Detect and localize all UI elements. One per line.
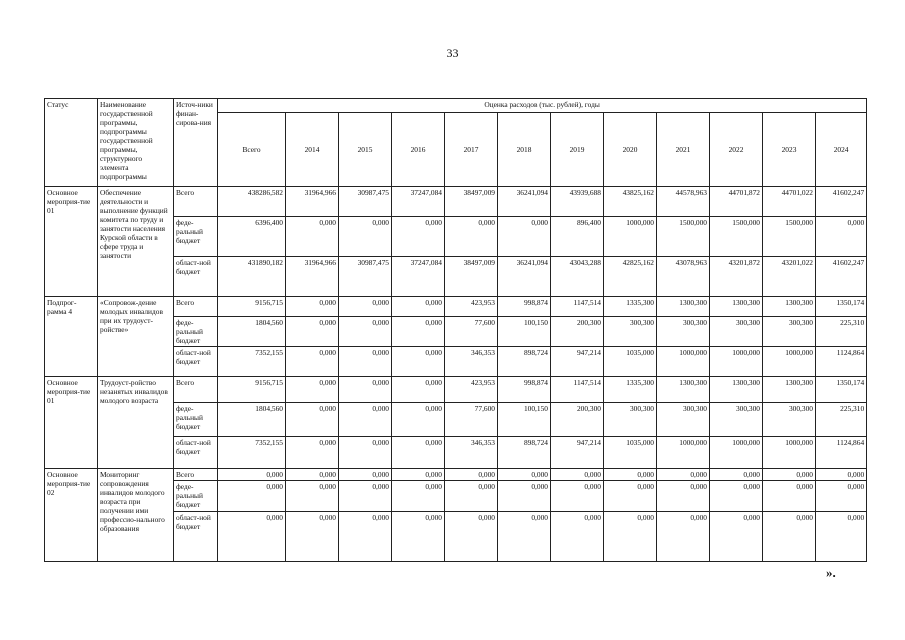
year-value-cell: 0,000 (816, 512, 867, 562)
year-value-cell: 0,000 (763, 512, 816, 562)
year-value-cell: 1500,000 (657, 217, 710, 257)
year-value-cell: 300,300 (604, 403, 657, 437)
year-value-cell: 43939,688 (551, 187, 604, 217)
year-value-cell: 300,300 (710, 403, 763, 437)
year-value-cell: 0,000 (763, 469, 816, 481)
column-header-year: 2022 (710, 113, 763, 187)
year-value-cell: 37247,084 (392, 257, 445, 297)
status-cell: Основное мероприя-тие 01 (45, 187, 98, 297)
year-value-cell: 1500,000 (710, 217, 763, 257)
year-value-cell: 947,214 (551, 437, 604, 469)
year-value-cell: 346,353 (445, 347, 498, 377)
year-value-cell: 0,000 (763, 481, 816, 512)
status-header: Статус (45, 99, 98, 187)
table-row (45, 377, 867, 403)
column-header-year: 2018 (498, 113, 551, 187)
year-value-cell: 300,300 (763, 317, 816, 347)
year-value-cell: 43825,162 (604, 187, 657, 217)
funding-source-cell: феде-ральный бюджет (174, 403, 218, 437)
total-value-cell: 431890,182 (218, 257, 286, 297)
year-value-cell: 0,000 (657, 469, 710, 481)
column-header-year: 2021 (657, 113, 710, 187)
year-value-cell: 1300,300 (657, 297, 710, 317)
year-value-cell: 0,000 (816, 481, 867, 512)
funding-source-cell: Всего (174, 469, 218, 481)
funding-source-cell: феде-ральный бюджет (174, 217, 218, 257)
column-header-year: 2015 (339, 113, 392, 187)
year-value-cell: 0,000 (445, 217, 498, 257)
year-value-cell: 44701,022 (763, 187, 816, 217)
year-value-cell: 0,000 (498, 469, 551, 481)
funding-source-cell: Всего (174, 377, 218, 403)
year-value-cell: 31964,966 (286, 187, 339, 217)
year-value-cell: 37247,084 (392, 187, 445, 217)
year-value-cell: 1000,000 (657, 347, 710, 377)
year-value-cell: 0,000 (339, 469, 392, 481)
year-value-cell: 1147,514 (551, 297, 604, 317)
year-value-cell: 0,000 (445, 512, 498, 562)
year-value-cell: 0,000 (392, 347, 445, 377)
year-value-cell: 44578,963 (657, 187, 710, 217)
year-value-cell: 0,000 (816, 217, 867, 257)
status-cell: Основное мероприя-тие 02 (45, 469, 98, 562)
year-value-cell: 0,000 (392, 377, 445, 403)
year-value-cell: 1500,000 (763, 217, 816, 257)
year-value-cell: 0,000 (339, 437, 392, 469)
year-value-cell: 0,000 (339, 512, 392, 562)
funding-source-cell: област-ной бюджет (174, 512, 218, 562)
item-name-cell: Трудоуст-ройство незанятых инвалидов молодого возраста (98, 377, 174, 469)
funding-source-cell: област-ной бюджет (174, 257, 218, 297)
year-value-cell: 898,724 (498, 347, 551, 377)
year-value-cell: 77,600 (445, 403, 498, 437)
year-value-cell: 0,000 (339, 297, 392, 317)
year-value-cell: 0,000 (710, 481, 763, 512)
year-value-cell: 1300,300 (710, 377, 763, 403)
year-value-cell: 1000,000 (710, 347, 763, 377)
year-value-cell: 0,000 (286, 317, 339, 347)
status-cell: Подпрог-рамма 4 (45, 297, 98, 377)
column-header-year: 2020 (604, 113, 657, 187)
year-value-cell: 1000,000 (710, 437, 763, 469)
closing-quote-mark: ». (826, 565, 836, 580)
year-value-cell: 1350,174 (816, 377, 867, 403)
year-value-cell: 0,000 (339, 317, 392, 347)
year-value-cell: 1035,000 (604, 437, 657, 469)
year-value-cell: 0,000 (657, 512, 710, 562)
year-value-cell: 998,874 (498, 377, 551, 403)
table-row (45, 297, 867, 317)
funding-source-cell: област-ной бюджет (174, 347, 218, 377)
item-name-cell: Мониторинг сопровождения инвалидов молодого возраста при получении ими профессио-нального образования (98, 469, 174, 562)
year-value-cell: 300,300 (657, 317, 710, 347)
year-value-cell: 225,310 (816, 403, 867, 437)
year-value-cell: 31964,966 (286, 257, 339, 297)
year-value-cell: 0,000 (604, 469, 657, 481)
year-value-cell: 38497,009 (445, 257, 498, 297)
year-value-cell: 0,000 (392, 403, 445, 437)
year-value-cell: 1000,000 (763, 347, 816, 377)
year-value-cell: 0,000 (286, 217, 339, 257)
year-value-cell: 1124,864 (816, 437, 867, 469)
year-value-cell: 998,874 (498, 297, 551, 317)
year-value-cell: 0,000 (551, 481, 604, 512)
year-value-cell: 0,000 (604, 512, 657, 562)
total-value-cell: 1804,560 (218, 317, 286, 347)
year-value-cell: 300,300 (657, 403, 710, 437)
year-value-cell: 423,953 (445, 377, 498, 403)
year-value-cell: 1335,300 (604, 297, 657, 317)
total-value-cell: 438286,582 (218, 187, 286, 217)
year-value-cell: 30987,475 (339, 257, 392, 297)
year-value-cell: 100,150 (498, 403, 551, 437)
table-header (45, 99, 867, 187)
estimate-header: Оценка расходов (тыс. рублей), годы (218, 99, 867, 113)
year-value-cell: 947,214 (551, 347, 604, 377)
year-value-cell: 0,000 (392, 512, 445, 562)
column-header-year: 2017 (445, 113, 498, 187)
total-value-cell: 9156,715 (218, 297, 286, 317)
year-value-cell: 300,300 (710, 317, 763, 347)
year-value-cell: 0,000 (339, 377, 392, 403)
page-number: 33 (446, 46, 459, 60)
year-value-cell: 0,000 (551, 469, 604, 481)
year-value-cell: 43201,022 (763, 257, 816, 297)
year-value-cell: 200,300 (551, 317, 604, 347)
year-value-cell: 41602,247 (816, 187, 867, 217)
year-value-cell: 1035,000 (604, 347, 657, 377)
column-header-year: 2023 (763, 113, 816, 187)
year-value-cell: 0,000 (339, 217, 392, 257)
year-value-cell: 36241,094 (498, 187, 551, 217)
year-value-cell: 1300,300 (763, 297, 816, 317)
year-value-cell: 0,000 (710, 469, 763, 481)
total-value-cell: 7352,155 (218, 347, 286, 377)
year-value-cell: 0,000 (498, 217, 551, 257)
year-value-cell: 0,000 (392, 297, 445, 317)
year-value-cell: 43043,288 (551, 257, 604, 297)
year-value-cell: 0,000 (392, 437, 445, 469)
year-value-cell: 225,310 (816, 317, 867, 347)
year-value-cell: 0,000 (551, 512, 604, 562)
year-value-cell: 0,000 (445, 481, 498, 512)
year-value-cell: 42825,162 (604, 257, 657, 297)
year-value-cell: 346,353 (445, 437, 498, 469)
year-value-cell: 36241,094 (498, 257, 551, 297)
funding-source-cell: Всего (174, 297, 218, 317)
year-value-cell: 1300,300 (763, 377, 816, 403)
year-value-cell: 43078,963 (657, 257, 710, 297)
year-value-cell: 1000,000 (763, 437, 816, 469)
column-header-year: 2024 (816, 113, 867, 187)
column-header-total: Всего (218, 113, 286, 187)
year-value-cell: 1147,514 (551, 377, 604, 403)
year-value-cell: 300,300 (604, 317, 657, 347)
year-value-cell: 1124,864 (816, 347, 867, 377)
total-value-cell: 0,000 (218, 512, 286, 562)
total-value-cell: 7352,155 (218, 437, 286, 469)
table-row (45, 469, 867, 481)
year-value-cell: 0,000 (498, 512, 551, 562)
total-value-cell: 0,000 (218, 481, 286, 512)
year-value-cell: 38497,009 (445, 187, 498, 217)
year-value-cell: 0,000 (339, 481, 392, 512)
funding-source-cell: Всего (174, 187, 218, 217)
year-value-cell: 44701,872 (710, 187, 763, 217)
funding-source-cell: област-ной бюджет (174, 437, 218, 469)
item-name-cell: Обеспечение деятельности и выполнение функций комитета по труду и занятости населения Курской области в сфере труда и занятости (98, 187, 174, 297)
total-value-cell: 1804,560 (218, 403, 286, 437)
year-value-cell: 0,000 (339, 403, 392, 437)
year-value-cell: 0,000 (498, 481, 551, 512)
year-value-cell: 1000,000 (604, 217, 657, 257)
year-value-cell: 0,000 (286, 469, 339, 481)
year-value-cell: 1350,174 (816, 297, 867, 317)
year-value-cell: 0,000 (816, 469, 867, 481)
item-name-cell: «Сопровож-дение молодых инвалидов при их трудоуст-ройстве» (98, 297, 174, 377)
column-header-year: 2019 (551, 113, 604, 187)
year-value-cell: 0,000 (604, 481, 657, 512)
funding-source-cell: феде-ральный бюджет (174, 481, 218, 512)
year-value-cell: 0,000 (286, 437, 339, 469)
year-value-cell: 0,000 (286, 481, 339, 512)
year-value-cell: 0,000 (445, 469, 498, 481)
year-value-cell: 0,000 (286, 512, 339, 562)
year-value-cell: 200,300 (551, 403, 604, 437)
year-value-cell: 1300,300 (657, 377, 710, 403)
table-row (45, 187, 867, 217)
year-value-cell: 896,400 (551, 217, 604, 257)
year-value-cell: 300,300 (763, 403, 816, 437)
year-value-cell: 0,000 (339, 347, 392, 377)
year-value-cell: 0,000 (392, 317, 445, 347)
year-value-cell: 423,953 (445, 297, 498, 317)
year-value-cell: 0,000 (286, 297, 339, 317)
year-value-cell: 1000,000 (657, 437, 710, 469)
year-value-cell: 0,000 (657, 481, 710, 512)
year-value-cell: 1300,300 (710, 297, 763, 317)
year-value-cell: 77,600 (445, 317, 498, 347)
source-header: Источ-ники финан-сирова-ния (174, 99, 218, 187)
total-value-cell: 9156,715 (218, 377, 286, 403)
year-value-cell: 100,150 (498, 317, 551, 347)
year-value-cell: 1335,300 (604, 377, 657, 403)
year-value-cell: 30987,475 (339, 187, 392, 217)
year-value-cell: 0,000 (286, 347, 339, 377)
total-value-cell: 6396,400 (218, 217, 286, 257)
year-value-cell: 0,000 (392, 481, 445, 512)
year-value-cell: 0,000 (392, 469, 445, 481)
column-header-year: 2014 (286, 113, 339, 187)
funding-source-cell: феде-ральный бюджет (174, 317, 218, 347)
year-value-cell: 0,000 (710, 512, 763, 562)
status-cell: Основное мероприя-тие 01 (45, 377, 98, 469)
expense-table (44, 98, 867, 562)
year-value-cell: 41602,247 (816, 257, 867, 297)
total-value-cell: 0,000 (218, 469, 286, 481)
year-value-cell: 43201,872 (710, 257, 763, 297)
name-header: Наименование государственной программы, подпрограммы государственной программы, структурного элемента подпрограммы (98, 99, 174, 187)
year-value-cell: 0,000 (286, 403, 339, 437)
table-body (45, 187, 867, 562)
year-value-cell: 898,724 (498, 437, 551, 469)
year-value-cell: 0,000 (392, 217, 445, 257)
year-value-cell: 0,000 (286, 377, 339, 403)
column-header-year: 2016 (392, 113, 445, 187)
